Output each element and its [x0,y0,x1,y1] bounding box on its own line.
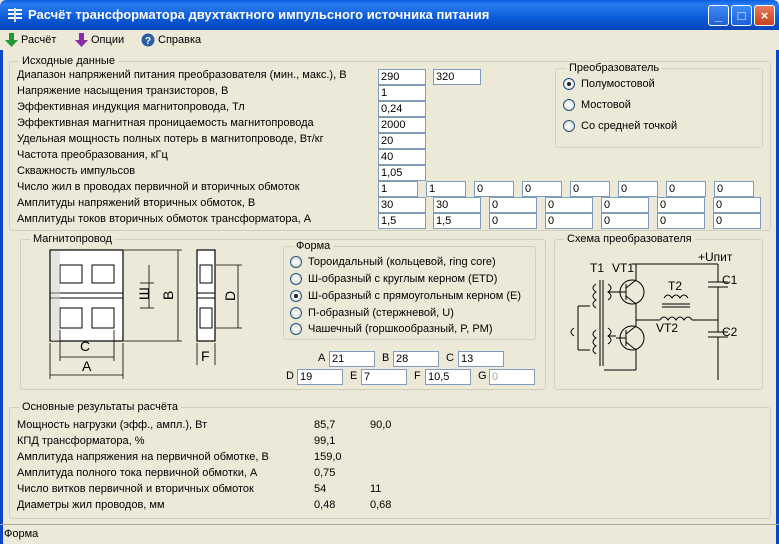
sec-voltage-input[interactable]: 0 [601,197,649,213]
radio-icon [290,273,302,285]
result-value-power-rms: 85,7 [314,419,336,431]
strands-input[interactable]: 0 [666,181,706,197]
loss-input[interactable]: 20 [378,133,426,149]
shape-option-label: Ш-образный с круглым керном (ETD) [308,273,498,285]
strands-input[interactable]: 1 [378,181,418,197]
arrow-down-purple-icon [75,33,88,47]
sec-current-input[interactable]: 0 [489,213,537,229]
result-label-primary-current: Амплитуда полного тока первичной обмотки, А [17,467,258,479]
schematic-title: Схема преобразователя [564,233,695,245]
duty-input[interactable]: 1,05 [378,165,426,181]
svg-text:?: ? [144,36,152,47]
sec-voltage-input[interactable]: 0 [545,197,593,213]
dim-d-label: D [286,370,294,382]
sat-voltage-input[interactable]: 1 [378,85,426,101]
dim-label-c: C [80,338,91,354]
sec-voltage-input[interactable]: 30 [378,197,426,213]
dim-e-input[interactable]: 7 [361,369,407,385]
sec-current-input[interactable]: 0 [713,213,761,229]
schematic-label-vt2: VT2 [656,321,679,335]
dim-b-label: B [382,352,390,364]
label-induction: Эффективная индукция магнитопровода, Тл [17,101,245,113]
schematic-label-vplus: +Uпит [698,250,733,264]
dim-g-input[interactable]: 0 [489,369,535,385]
label-sat-voltage: Напряжение насыщения транзисторов, В [17,85,229,97]
label-strands: Число жил в проводах первичной и вторичных обмоток [17,181,300,193]
dim-f-label: F [414,370,421,382]
radio-icon [563,99,575,111]
label-sec-currents: Амплитуды токов вторичных обмоток трансформатора, А [17,213,312,225]
sec-voltage-input[interactable]: 0 [489,197,537,213]
dim-c-label: C [446,352,454,364]
label-loss: Удельная мощность полных потерь в магнитопроводе, Вт/кг [17,133,324,145]
dim-c-input[interactable]: 13 [458,351,504,367]
dim-label-sh: Ш [136,287,152,300]
strands-input[interactable]: 1 [426,181,466,197]
result-value-wire-primary: 0,48 [314,499,336,511]
strands-input[interactable]: 0 [618,181,658,197]
dim-label-d: D [222,290,238,301]
label-sec-voltages: Амплитуды напряжений вторичных обмоток, В [17,197,256,209]
input-data-title: Исходные данные [19,55,118,67]
dim-e-label: E [350,370,358,382]
converter-option-label: Полумостовой [581,78,655,90]
converter-title: Преобразователь [566,62,662,74]
minimize-button[interactable]: _ [708,5,729,26]
shape-option-label: П-образный (стержневой, U) [308,307,454,319]
label-frequency: Частота преобразования, кГц [17,149,168,161]
result-value-power-peak: 90,0 [370,419,392,431]
menu-options[interactable] [75,32,124,48]
sec-current-input[interactable]: 1,5 [433,213,481,229]
result-value-efficiency: 99,1 [314,435,336,447]
result-label-turns: Число витков первичной и вторичных обмоток [17,483,254,495]
result-label-primary-voltage: Амплитуда напряжения на первичной обмотке, В [17,451,269,463]
menu-calc-label: Расчёт [21,34,57,46]
status-text: Форма [4,528,39,540]
shape-option-u[interactable] [290,307,454,319]
sec-current-input[interactable]: 0 [657,213,705,229]
core-drawing [40,245,255,380]
result-value-wire-secondary: 0,68 [370,499,392,511]
app-icon [7,8,23,22]
shape-option-e[interactable] [290,290,521,302]
schematic-label-vt1: VT1 [612,261,635,275]
sec-voltage-input[interactable]: 0 [657,197,705,213]
dim-d-input[interactable]: 19 [297,369,343,385]
result-label-wire-diameter: Диаметры жил проводов, мм [17,499,165,511]
dim-label-a: A [82,358,92,374]
dim-g-label: G [478,370,487,382]
radio-icon [290,307,302,319]
converter-option-label: Со средней точкой [581,120,678,132]
result-value-primary-voltage: 159,0 [314,451,342,463]
shape-option-toroid[interactable] [290,256,496,268]
dim-a-label: A [318,352,326,364]
schematic-label-c1: C1 [722,273,738,287]
strands-input[interactable]: 0 [474,181,514,197]
sec-current-input[interactable]: 0 [545,213,593,229]
menu-help[interactable] [141,32,201,48]
maximize-button[interactable]: □ [731,5,752,26]
result-value-turns-secondary: 11 [370,483,382,495]
menu-help-label: Справка [158,34,202,46]
core-title: Магнитопровод [30,233,115,245]
sec-current-input[interactable]: 0 [601,213,649,229]
strands-input[interactable]: 0 [714,181,754,197]
schematic-label-t1: T1 [590,261,605,275]
converter-option-full-bridge[interactable] [563,99,631,111]
converter-option-label: Мостовой [581,99,631,111]
result-value-turns-primary: 54 [314,483,327,495]
radio-icon [290,323,302,335]
schematic-label-c2: C2 [722,325,738,339]
strands-input[interactable]: 0 [570,181,610,197]
title-bar[interactable] [0,0,779,30]
menu-options-label: Опции [91,34,125,46]
label-supply-range: Диапазон напряжений питания преобразователя (мин., макс.), В [17,69,347,81]
shape-option-label: Чашечный (горшкообразный, P, PM) [308,323,493,335]
result-label-efficiency: КПД трансформатора, % [17,435,145,447]
converter-schematic [560,250,760,386]
sec-current-input[interactable]: 1,5 [378,213,426,229]
result-value-primary-current: 0,75 [314,467,336,479]
window-title: Расчёт трансформатора двухтактного импульсного источника питания [28,7,490,22]
dim-label-f: F [201,348,210,364]
help-icon [141,33,155,47]
radio-icon [563,120,575,132]
permeability-input[interactable]: 2000 [378,117,426,133]
status-bar [0,524,779,544]
radio-selected-icon [563,78,575,90]
menu-calc[interactable] [5,32,56,48]
frequency-input[interactable]: 40 [378,149,426,165]
window-frame-left [0,30,3,544]
result-label-power: Мощность нагрузки (эфф., ампл.), Вт [17,419,208,431]
supply-max-input[interactable]: 320 [433,69,481,85]
shape-option-pot[interactable] [290,323,493,335]
radio-selected-icon [290,290,302,302]
sec-voltage-input[interactable]: 30 [433,197,481,213]
shape-title: Форма [293,240,333,252]
converter-option-half-bridge[interactable] [563,78,655,90]
close-button[interactable]: × [754,5,775,26]
label-permeability: Эффективная магнитная проницаемость магнитопровода [17,117,314,129]
dim-b-input[interactable]: 28 [393,351,439,367]
induction-input[interactable]: 0,24 [378,101,426,117]
supply-min-input[interactable]: 290 [378,69,426,85]
label-duty: Скважность импульсов [17,165,136,177]
radio-icon [290,256,302,268]
dim-f-input[interactable]: 10,5 [425,369,471,385]
strands-input[interactable]: 0 [522,181,562,197]
shape-option-label: Тороидальный (кольцевой, ring core) [308,256,496,268]
converter-option-center-tap[interactable] [563,120,677,132]
results-title: Основные результаты расчёта [19,401,181,413]
arrow-down-green-icon [5,33,18,47]
dim-a-input[interactable]: 21 [329,351,375,367]
sec-voltage-input[interactable]: 0 [713,197,761,213]
shape-option-etd[interactable] [290,273,497,285]
shape-option-label: Ш-образный с прямоугольным керном (E) [308,290,522,302]
menu-bar [0,30,779,50]
schematic-label-t2: T2 [668,279,683,293]
dim-label-b: B [160,290,176,300]
